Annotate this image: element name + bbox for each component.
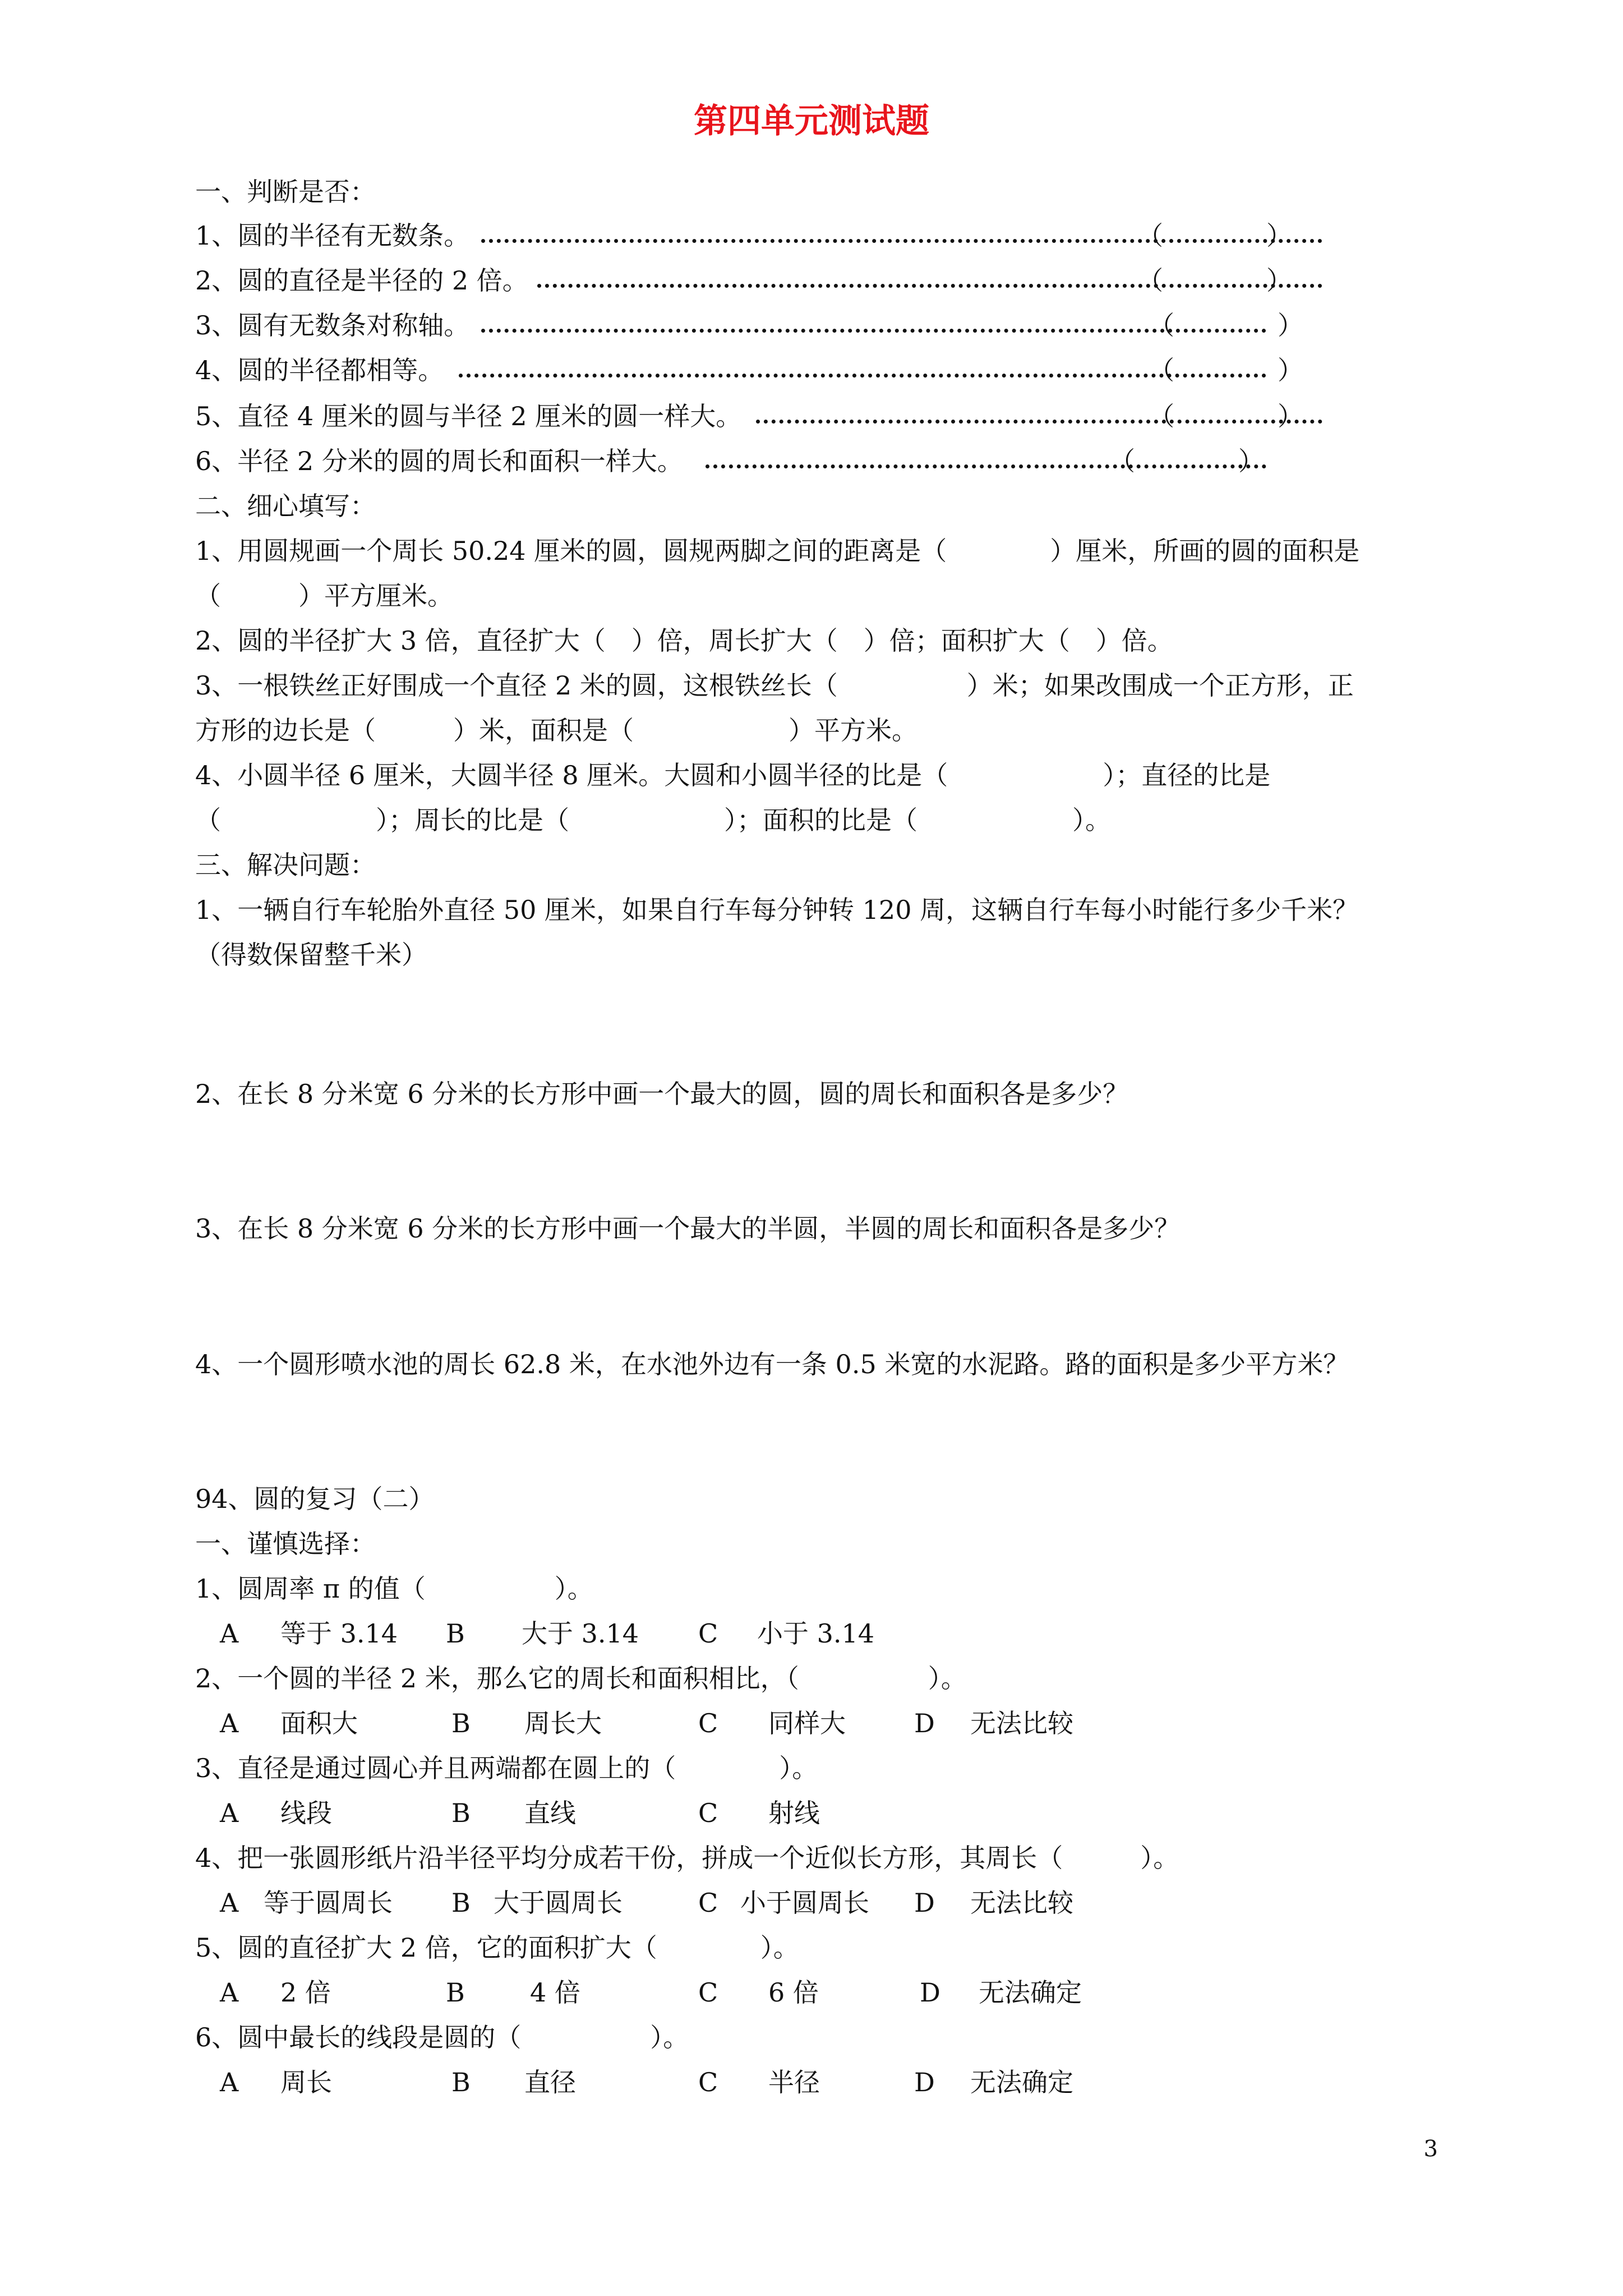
- judge-question: 3、圆有无数条对称轴。: [195, 310, 470, 341]
- option-letter[interactable]: C: [698, 1798, 718, 1828]
- judge-item: [195, 444, 1289, 478]
- solve-question: 3、在长 8 分米宽 6 分米的长方形中画一个最大的半圆，半圆的周长和面积各是多少？: [195, 1213, 1181, 1244]
- fill-question-line: 4、小圆半径 6 厘米，大圆半径 8 厘米。大圆和小圆半径的比是（ ）；直径的比是: [195, 760, 1271, 790]
- option-letter[interactable]: A: [220, 1888, 239, 1918]
- option-text[interactable]: 4 倍: [530, 1977, 580, 2008]
- answer-paren[interactable]: （ ）: [1149, 355, 1303, 385]
- fill-question-line: 1、用圆规画一个周长 50.24 厘米的圆，圆规两脚之间的距离是（ ）厘米，所画的圆的面积是: [195, 536, 1360, 566]
- section-heading-choice: 一、谨慎选择：: [195, 1529, 376, 1559]
- option-text[interactable]: 直线: [524, 1798, 576, 1828]
- option-letter[interactable]: D: [914, 1708, 935, 1738]
- section-heading-fill: 二、细心填写：: [195, 491, 376, 521]
- solve-question: 1、一辆自行车轮胎外直径 50 厘米，如果自行车每分钟转 120 周，这辆自行车每小时能行多少千米？: [195, 895, 1359, 925]
- judge-item: [195, 264, 1292, 297]
- option-text[interactable]: 大于 3.14: [522, 1618, 639, 1649]
- judge-item: [195, 309, 1303, 342]
- option-text[interactable]: 无法确定: [979, 1977, 1082, 2008]
- judge-question: 5、直径 4 厘米的圆与半径 2 厘米的圆一样大。: [195, 401, 742, 431]
- option-letter[interactable]: B: [451, 1708, 471, 1738]
- review-title: 94、圆的复习（二）: [195, 1484, 435, 1514]
- fill-question-line: 3、一根铁丝正好围成一个直径 2 米的圆，这根铁丝长（ ）米；如果改围成一个正方形，正: [195, 670, 1354, 701]
- option-text[interactable]: 周长大: [524, 1708, 602, 1738]
- option-text[interactable]: 无法比较: [970, 1708, 1073, 1738]
- answer-paren[interactable]: （ ）: [1137, 220, 1292, 251]
- choice-question: 5、圆的直径扩大 2 倍，它的面积扩大（ ）。: [195, 1932, 799, 1963]
- option-letter[interactable]: D: [920, 1977, 940, 2008]
- fill-question-line: （ ）；周长的比是（ ）；面积的比是（ ）。: [195, 805, 1111, 835]
- option-letter[interactable]: A: [220, 1977, 239, 2008]
- page-title: 第四单元测试题: [694, 102, 929, 141]
- judge-item: [195, 399, 1303, 433]
- option-text[interactable]: 半径: [768, 2067, 820, 2097]
- option-text[interactable]: 射线: [768, 1798, 820, 1828]
- option-text[interactable]: 线段: [280, 1798, 332, 1828]
- leader-dots: [459, 374, 1266, 378]
- option-letter[interactable]: A: [220, 1708, 239, 1738]
- choice-question: 3、直径是通过圆心并且两端都在圆上的（ ）。: [195, 1753, 818, 1783]
- option-text[interactable]: 周长: [280, 2067, 332, 2097]
- option-letter[interactable]: D: [914, 2067, 935, 2097]
- option-text[interactable]: 同样大: [768, 1708, 846, 1738]
- section-heading-solve: 三、解决问题：: [195, 850, 376, 880]
- answer-paren[interactable]: （ ）: [1109, 446, 1264, 476]
- option-letter[interactable]: B: [446, 1977, 465, 2008]
- judge-question: 2、圆的直径是半径的 2 倍。: [195, 265, 528, 296]
- option-letter[interactable]: B: [446, 1618, 465, 1649]
- option-text[interactable]: 2 倍: [280, 1977, 331, 2008]
- judge-question: 4、圆的半径都相等。: [195, 355, 444, 385]
- judge-question: 6、半径 2 分米的圆的周长和面积一样大。: [195, 446, 683, 476]
- page-number: 3: [1423, 2136, 1438, 2162]
- option-letter[interactable]: B: [451, 1798, 471, 1828]
- solve-question-note: （得数保留整千米）: [195, 940, 427, 970]
- judge-question: 1、圆的半径有无数条。: [195, 220, 470, 251]
- option-letter[interactable]: D: [914, 1888, 935, 1918]
- option-letter[interactable]: B: [451, 1888, 471, 1918]
- option-text[interactable]: 无法确定: [970, 2067, 1073, 2097]
- judge-item: [195, 353, 1303, 387]
- option-letter[interactable]: B: [451, 2067, 471, 2097]
- option-letter[interactable]: A: [220, 2067, 239, 2097]
- option-text[interactable]: 面积大: [280, 1708, 358, 1738]
- answer-paren[interactable]: （ ）: [1149, 310, 1303, 341]
- option-letter[interactable]: C: [698, 1888, 718, 1918]
- option-letter[interactable]: C: [698, 2067, 718, 2097]
- option-letter[interactable]: C: [698, 1708, 718, 1738]
- option-text[interactable]: 等于圆周长: [264, 1888, 393, 1918]
- section-heading-judge: 一、判断是否：: [195, 177, 376, 207]
- option-text[interactable]: 大于圆周长: [494, 1888, 623, 1918]
- option-text[interactable]: 直径: [524, 2067, 576, 2097]
- option-text[interactable]: 小于 3.14: [757, 1618, 875, 1649]
- option-letter[interactable]: C: [698, 1618, 718, 1649]
- option-text[interactable]: 6 倍: [768, 1977, 819, 2008]
- solve-question: 4、一个圆形喷水池的周长 62.8 米，在水池外边有一条 0.5 米宽的水泥路。路的面积是多少平方米？: [195, 1349, 1349, 1379]
- option-text[interactable]: 无法比较: [970, 1888, 1073, 1918]
- answer-paren[interactable]: （ ）: [1149, 401, 1303, 431]
- option-text[interactable]: 等于 3.14: [280, 1618, 398, 1649]
- choice-question: 4、把一张圆形纸片沿半径平均分成若干份，拼成一个近似长方形，其周长（ ）。: [195, 1843, 1179, 1873]
- fill-question-line: （ ）平方厘米。: [195, 581, 453, 611]
- option-letter[interactable]: A: [220, 1798, 239, 1828]
- choice-question: 6、圆中最长的线段是圆的（ ）。: [195, 2022, 689, 2053]
- judge-item: [195, 219, 1292, 252]
- fill-question-line: 方形的边长是（ ）米，面积是（ ）平方米。: [195, 715, 917, 746]
- choice-question: 2、一个圆的半径 2 米，那么它的周长和面积相比，（ ）。: [195, 1663, 967, 1694]
- fill-question-line: 2、圆的半径扩大 3 倍，直径扩大（ ）倍，周长扩大（ ）倍；面积扩大（ ）倍。: [195, 625, 1173, 656]
- solve-question: 2、在长 8 分米宽 6 分米的长方形中画一个最大的圆，圆的周长和面积各是多少？: [195, 1079, 1129, 1109]
- option-letter[interactable]: A: [220, 1618, 239, 1649]
- option-letter[interactable]: C: [698, 1977, 718, 2008]
- option-text[interactable]: 小于圆周长: [740, 1888, 869, 1918]
- answer-paren[interactable]: （ ）: [1137, 265, 1292, 296]
- choice-question: 1、圆周率 π 的值（ ）。: [195, 1573, 593, 1604]
